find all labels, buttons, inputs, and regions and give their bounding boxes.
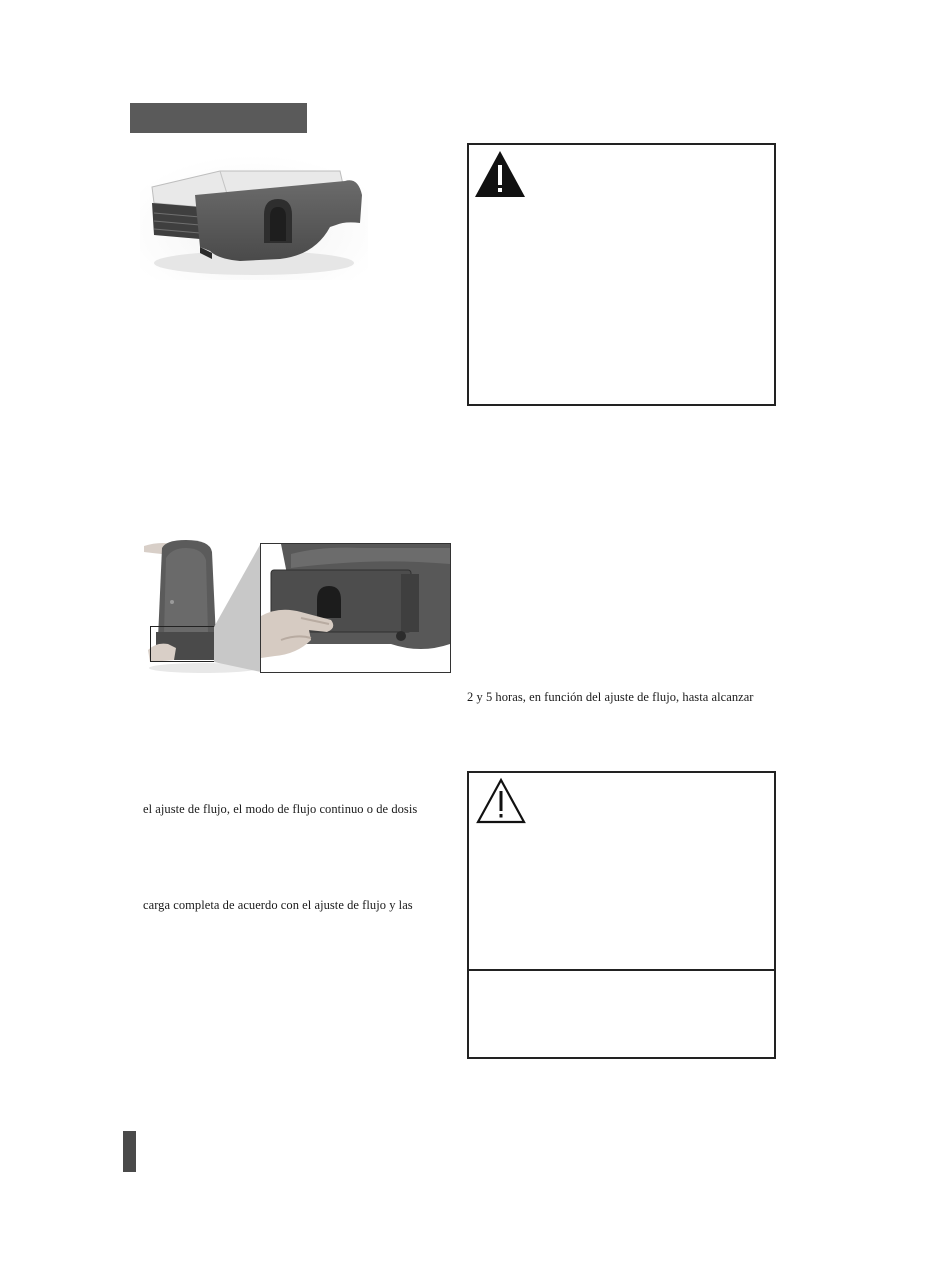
- battery-insert-closeup-photo: [260, 543, 451, 673]
- battery-photo: [140, 155, 368, 280]
- warning-triangle-filled-icon: [473, 149, 527, 199]
- page-tab-marker: [123, 1131, 136, 1172]
- zoom-indicator-box: [150, 626, 216, 662]
- right-col-text-line: 2 y 5 horas, en función del ajuste de flujo, hasta alcanzar: [467, 690, 754, 704]
- warning-triangle-outline-icon: [475, 777, 527, 825]
- left-col-text-line-2: carga completa de acuerdo con el ajuste de flujo y las: [143, 898, 413, 912]
- left-col-text-line-1: el ajuste de flujo, el modo de flujo continuo o de dosis: [143, 802, 418, 816]
- caution-box: [467, 771, 776, 1059]
- caution-box-divider: [469, 969, 774, 971]
- zoom-connector: [214, 543, 262, 673]
- section-header-bar: [130, 103, 307, 133]
- warning-box-1: [467, 143, 776, 406]
